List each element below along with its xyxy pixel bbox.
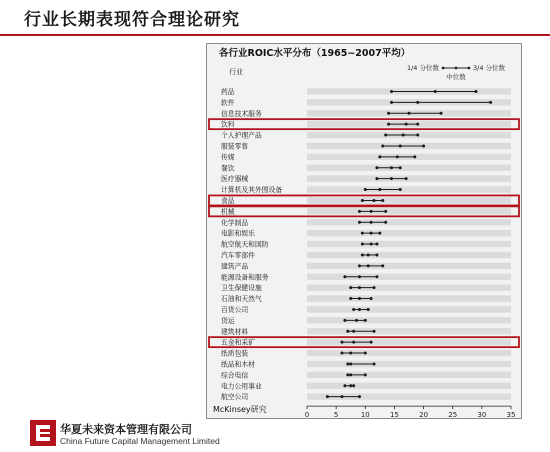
q1-point: [358, 221, 361, 224]
q1-point: [346, 330, 349, 333]
legend-median-label: 中位数: [446, 73, 466, 81]
row-band: [307, 175, 511, 181]
q3-point: [381, 264, 384, 267]
row-band: [307, 317, 511, 323]
median-point: [352, 341, 355, 344]
x-tick-label: 15: [389, 411, 399, 418]
company-name-en: China Future Capital Management Limited: [60, 436, 220, 446]
q1-point: [375, 177, 378, 180]
q1-point: [378, 155, 381, 158]
category-label: 软件: [221, 98, 235, 107]
median-point: [396, 155, 399, 158]
category-label: 化学制品: [221, 218, 249, 227]
q3-point: [370, 297, 373, 300]
q1-point: [390, 90, 393, 93]
median-point: [402, 134, 405, 137]
median-point: [408, 112, 411, 115]
q3-point: [384, 221, 387, 224]
median-point: [358, 275, 361, 278]
row-band: [307, 197, 511, 203]
q1-point: [340, 352, 343, 355]
row-band: [307, 339, 511, 345]
x-tick-label: 25: [448, 411, 458, 418]
chart-panel: [206, 43, 522, 419]
median-point: [434, 90, 437, 93]
row-band: [307, 263, 511, 269]
median-point: [349, 362, 352, 365]
q1-point: [346, 373, 349, 376]
q3-point: [364, 373, 367, 376]
category-label: 汽车零部件: [221, 251, 255, 260]
q1-point: [390, 101, 393, 104]
q3-point: [413, 155, 416, 158]
q3-point: [367, 308, 370, 311]
median-point: [358, 297, 361, 300]
q3-point: [399, 188, 402, 191]
category-label: 货运: [221, 316, 235, 325]
median-point: [373, 199, 376, 202]
median-point: [358, 308, 361, 311]
roic-range-chart: [207, 44, 521, 418]
q3-point: [375, 275, 378, 278]
category-label: 机械: [221, 207, 235, 216]
row-band: [307, 383, 511, 389]
q3-point: [375, 243, 378, 246]
category-label: 药品: [221, 87, 235, 96]
q1-point: [358, 210, 361, 213]
category-label: 石油和天然气: [221, 295, 262, 304]
median-point: [370, 221, 373, 224]
median-point: [390, 166, 393, 169]
row-band: [307, 372, 511, 378]
category-label: 纸质包装: [221, 349, 249, 358]
q3-point: [373, 286, 376, 289]
q1-point: [343, 275, 346, 278]
q3-point: [378, 232, 381, 235]
q3-point: [416, 123, 419, 126]
category-label: 电力公用事业: [221, 382, 262, 391]
x-tick-label: 35: [506, 411, 516, 418]
category-label: 能源设备和服务: [221, 273, 269, 282]
category-label: 电影和娱乐: [221, 229, 255, 238]
row-band: [307, 219, 511, 225]
legend-q1-dot: [442, 67, 445, 70]
q1-point: [346, 362, 349, 365]
title-divider: [0, 34, 550, 36]
q3-point: [399, 166, 402, 169]
category-label: 百货公司: [221, 305, 249, 314]
chart-legend: [407, 63, 506, 81]
q1-point: [387, 112, 390, 115]
y-axis-label: 行业: [229, 68, 243, 76]
median-point: [399, 144, 402, 147]
q3-point: [475, 90, 478, 93]
category-label: 五金和采矿: [221, 338, 255, 347]
row-band: [307, 361, 511, 367]
q1-point: [343, 384, 346, 387]
row-band: [307, 350, 511, 356]
category-label: 航空公司: [221, 393, 249, 402]
median-point: [367, 264, 370, 267]
category-label: 食品: [221, 196, 235, 205]
q1-point: [361, 243, 364, 246]
q1-point: [361, 253, 364, 256]
x-tick-label: 20: [419, 411, 429, 418]
median-point: [367, 253, 370, 256]
median-point: [349, 352, 352, 355]
row-band: [307, 295, 511, 301]
q1-point: [375, 166, 378, 169]
q1-point: [364, 188, 367, 191]
category-label: 信息技术服务: [221, 109, 262, 118]
median-point: [416, 101, 419, 104]
q1-point: [361, 232, 364, 235]
legend-median-dot: [455, 67, 458, 70]
legend-q3-label: 3/4 分位数: [473, 64, 506, 72]
q3-point: [370, 341, 373, 344]
median-point: [405, 123, 408, 126]
median-point: [352, 330, 355, 333]
category-label: 医疗器械: [221, 175, 249, 184]
q3-point: [373, 330, 376, 333]
median-point: [349, 373, 352, 376]
median-point: [340, 395, 343, 398]
x-tick-label: 0: [304, 411, 310, 418]
q3-point: [358, 395, 361, 398]
source-note: McKinsey研究: [213, 405, 267, 414]
median-point: [358, 286, 361, 289]
q3-point: [489, 101, 492, 104]
company-name-cn: 华夏未来资本管理有限公司: [60, 423, 192, 436]
x-tick-label: 30: [477, 411, 487, 418]
q3-point: [381, 199, 384, 202]
category-label: 饮料: [221, 120, 235, 129]
plot-area: [209, 87, 519, 418]
square-bracket-logo: [30, 420, 56, 446]
q1-point: [352, 308, 355, 311]
median-point: [370, 210, 373, 213]
q1-point: [387, 123, 390, 126]
q3-point: [416, 134, 419, 137]
q1-point: [384, 134, 387, 137]
row-band: [307, 252, 511, 258]
category-label: 综合电信: [221, 371, 249, 380]
row-band: [307, 284, 511, 290]
q3-point: [440, 112, 443, 115]
q1-point: [381, 144, 384, 147]
median-point: [349, 384, 352, 387]
q3-point: [364, 352, 367, 355]
row-band: [307, 241, 511, 247]
row-band: [307, 306, 511, 312]
q3-point: [375, 253, 378, 256]
q1-point: [361, 199, 364, 202]
category-label: 航空航天和国防: [221, 240, 269, 249]
q3-point: [422, 144, 425, 147]
row-band: [307, 274, 511, 280]
q3-point: [384, 210, 387, 213]
x-tick-label: 10: [360, 411, 370, 418]
q1-point: [358, 264, 361, 267]
q1-point: [349, 297, 352, 300]
q1-point: [340, 341, 343, 344]
x-tick-label: 5: [333, 411, 339, 418]
category-label: 建筑材料: [221, 327, 249, 336]
category-label: 服装零售: [221, 142, 249, 151]
median-point: [355, 319, 358, 322]
category-label: 传媒: [221, 153, 235, 162]
q1-point: [349, 286, 352, 289]
category-label: 计算机及其外围设备: [221, 186, 283, 195]
row-band: [307, 328, 511, 334]
legend-q3-dot: [468, 67, 471, 70]
median-point: [390, 177, 393, 180]
row-band: [307, 208, 511, 214]
q1-point: [326, 395, 329, 398]
q3-point: [352, 384, 355, 387]
q1-point: [343, 319, 346, 322]
chart-title: 各行业ROIC水平分布（1965~2007平均）: [219, 48, 411, 59]
q3-point: [364, 319, 367, 322]
legend-q1-label: 1/4 分位数: [406, 64, 439, 72]
category-label: 个人护理产品: [221, 131, 262, 140]
category-label: 纸品和木材: [221, 360, 255, 369]
category-label: 卫生保健设施: [221, 284, 262, 293]
row-band: [307, 186, 511, 192]
median-point: [370, 232, 373, 235]
row-band: [307, 230, 511, 236]
row-band: [307, 165, 511, 171]
q3-point: [373, 362, 376, 365]
category-label: 餐饮: [221, 164, 235, 173]
slide-title: 行业长期表现符合理论研究: [24, 10, 240, 30]
median-point: [378, 188, 381, 191]
q3-point: [405, 177, 408, 180]
category-label: 建筑产品: [221, 262, 249, 271]
median-point: [370, 243, 373, 246]
